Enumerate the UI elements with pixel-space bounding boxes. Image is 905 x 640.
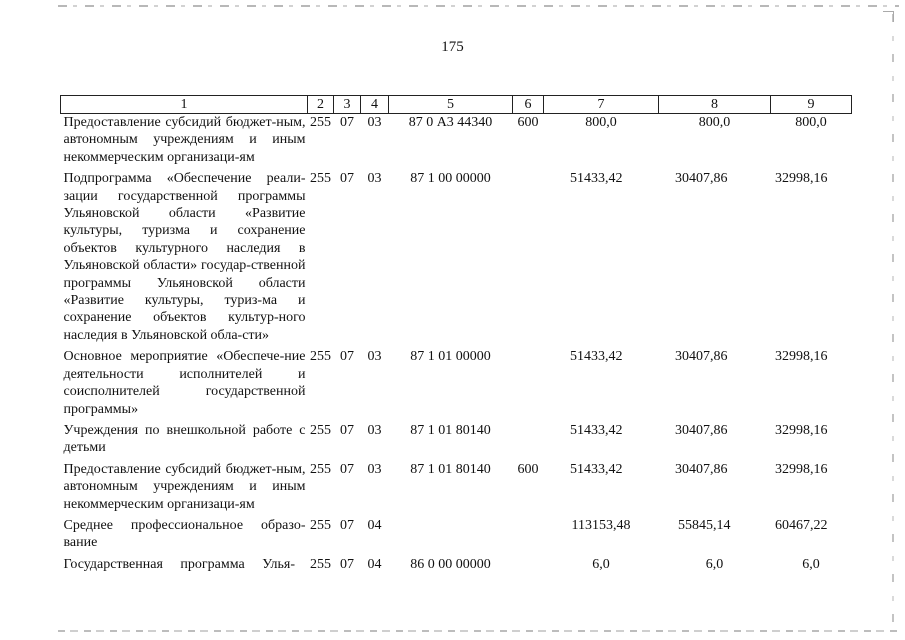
- row-col-7: 51433,42: [570, 461, 623, 477]
- row-col-4: 03: [367, 349, 382, 365]
- header-col-7: 7: [544, 96, 659, 114]
- row-name: Подпрограмма «Обеспечение реали-зации государственной программы Ульяновской области «Развитие культуры, туризма и сохранение объектов культурного наследия в Ульяновской области» государ-ственной программы Ульяновской области «Развитие культуры, туриз-ма и сохранение объектов культур-ного наследия в Ульяновской обла-сти»: [63, 171, 306, 343]
- row-name: Предоставление субсидий бюджет-ным, автономным учреждениям и иным некоммерческим организаци-ям: [63, 115, 306, 165]
- row-col-5: 87 1 01 80140: [410, 461, 491, 477]
- header-col-1: 1: [61, 96, 308, 114]
- row-col-7: 6,0: [592, 556, 610, 572]
- scan-corner-mark: [883, 11, 894, 22]
- row-col-3: 07: [340, 115, 354, 130]
- row-col-3: 07: [340, 349, 354, 365]
- row-col-2: 255: [310, 349, 331, 365]
- scan-edge-right: [892, 14, 894, 626]
- table-row: [61, 348, 852, 422]
- row-name: Основное мероприятие «Обеспече-ние деятельности исполнителей и соисполнителей государственной программы»: [63, 349, 306, 417]
- row-col-3: 07: [340, 461, 354, 477]
- row-col-4: 03: [367, 422, 382, 438]
- row-col-5: 87 1 00 00000: [410, 171, 491, 187]
- table-row: [61, 556, 852, 573]
- row-name: Предоставление субсидий бюджет-ным, автономным учреждениям и иным некоммерческим организаци-ям: [63, 461, 306, 512]
- row-col-6: [513, 348, 544, 422]
- row-col-3: 07: [340, 556, 354, 572]
- row-col-3: 07: [340, 171, 354, 187]
- row-col-7: 51433,42: [570, 349, 623, 365]
- row-col-4: 03: [367, 115, 382, 130]
- header-col-6: 6: [513, 96, 544, 114]
- row-col-6: [513, 556, 544, 573]
- header-col-5: 5: [389, 96, 513, 114]
- table-row: [61, 114, 852, 171]
- row-col-5: [389, 517, 513, 556]
- row-col-4: 04: [367, 517, 382, 533]
- row-col-2: 255: [310, 171, 331, 187]
- scan-edge-bottom: [58, 630, 899, 632]
- row-col-2: 255: [310, 115, 331, 130]
- row-col-9: 6,0: [802, 556, 820, 572]
- row-col-8: 30407,86: [675, 461, 728, 477]
- table-row: [61, 461, 852, 517]
- row-col-5: 87 0 А3 44340: [408, 115, 493, 130]
- row-col-8: 6,0: [705, 556, 724, 572]
- scan-edge-top: [58, 5, 899, 7]
- row-col-8: 30407,86: [675, 349, 728, 365]
- row-col-6: 600: [517, 115, 539, 130]
- row-col-7: 113153,48: [571, 517, 631, 533]
- table-row: [61, 422, 852, 461]
- header-col-8: 8: [659, 96, 771, 114]
- header-col-3: 3: [334, 96, 361, 114]
- row-col-4: 03: [367, 171, 382, 187]
- row-col-3: 07: [340, 517, 354, 533]
- row-col-2: 255: [310, 422, 331, 438]
- row-col-7: 51433,42: [570, 171, 623, 187]
- row-name: Учреждения по внешкольной работе с детьми: [63, 422, 306, 456]
- row-col-9: 800,0: [795, 115, 827, 130]
- row-col-5: 86 0 00 00000: [410, 556, 491, 572]
- row-col-7: 800,0: [585, 115, 617, 130]
- row-name: Государственная программа Улья-: [63, 556, 295, 572]
- row-col-8: 30407,86: [675, 171, 728, 187]
- row-col-2: 255: [310, 517, 331, 533]
- header-col-2: 2: [308, 96, 334, 114]
- row-col-9: 60467,22: [775, 517, 828, 533]
- row-col-6: 600: [517, 461, 539, 477]
- table-row: [61, 517, 852, 556]
- budget-table: [60, 95, 852, 573]
- header-col-4: 4: [361, 96, 389, 114]
- row-col-4: 04: [367, 556, 382, 572]
- row-col-7: 51433,42: [570, 422, 623, 438]
- header-col-9: 9: [771, 96, 852, 114]
- header-row: [61, 96, 852, 114]
- row-col-9: 32998,16: [775, 422, 828, 438]
- row-col-5: 87 1 01 80140: [410, 422, 491, 438]
- row-name: Среднее профессиональное образо-вание: [63, 517, 306, 551]
- row-col-9: 32998,16: [775, 349, 828, 365]
- row-col-5: 87 1 01 00000: [410, 349, 491, 365]
- row-col-2: 255: [310, 556, 331, 572]
- row-col-6: [513, 422, 544, 461]
- row-col-8: 800,0: [698, 115, 731, 130]
- row-col-8: 55845,14: [678, 517, 731, 533]
- row-col-3: 07: [340, 422, 354, 438]
- page-number: 175: [441, 39, 464, 55]
- row-col-9: 32998,16: [775, 461, 828, 477]
- row-col-6: [513, 517, 544, 556]
- row-col-6: [513, 170, 544, 348]
- table-row: [61, 170, 852, 348]
- row-col-2: 255: [310, 461, 331, 477]
- row-col-9: 32998,16: [775, 171, 828, 187]
- row-col-8: 30407,86: [675, 422, 728, 438]
- row-col-4: 03: [367, 461, 382, 477]
